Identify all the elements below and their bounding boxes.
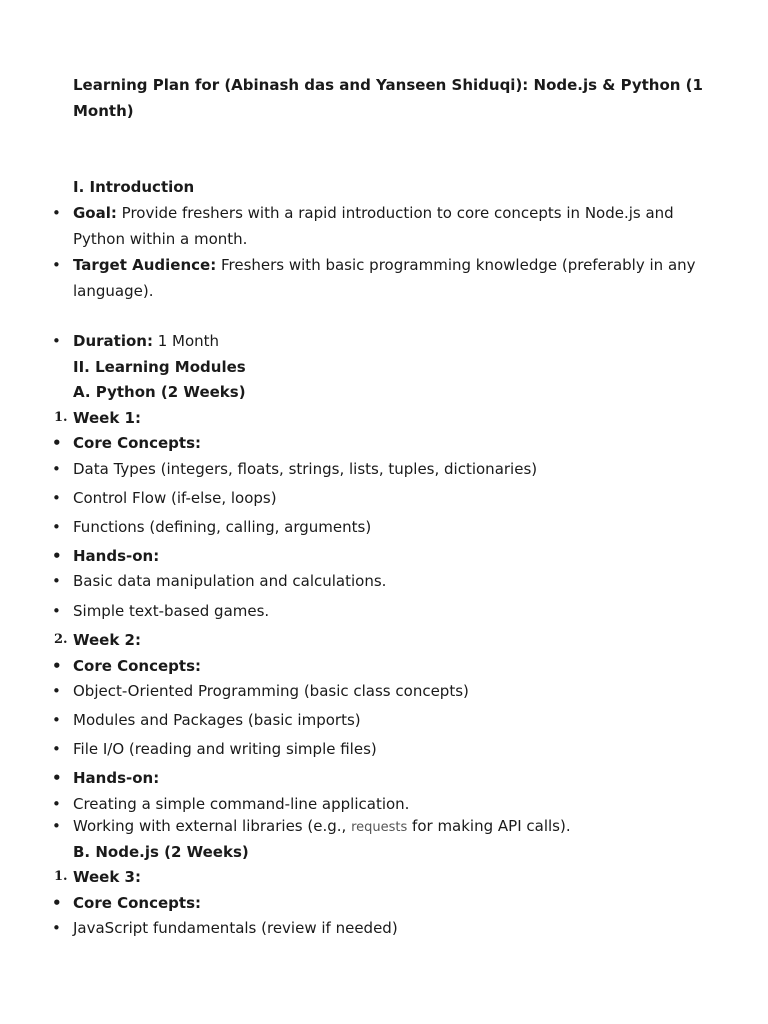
modules-heading: II. Learning Modules [73,358,246,376]
goal-label: Goal: [73,204,117,222]
node-heading: B. Node.js (2 Weeks) [73,843,249,861]
bullet-marker: • [52,602,61,620]
bullet-marker: • [52,489,61,507]
list-item: • Control Flow (if-else, loops) [73,485,703,511]
duration-item [52,328,703,354]
list-item: • Functions (defining, calling, arguments) [73,514,703,540]
week3-label: Week 3: [73,868,141,886]
audience-label: Target Audience: [73,256,217,274]
inline-code: requests [351,820,408,835]
bullet-marker: • [52,919,61,937]
list-item: • Modules and Packages (basic imports) [73,707,703,733]
python-heading: A. Python (2 Weeks) [73,383,246,401]
bullet-marker: • [52,256,61,274]
list-item: • JavaScript fundamentals (review if needed) [73,915,703,941]
goal-text: Provide freshers with a rapid introduction to core concepts in Node.js and Python within a month. [73,204,674,248]
list-item: • File I/O (reading and writing simple files) [73,736,703,762]
audience-text: Freshers with basic programming knowledge (preferably in any language). [73,256,696,300]
bullet-marker: • [52,769,62,787]
goal-item [52,200,703,252]
bullet-marker: • [52,547,62,565]
week2-label: Week 2: [73,631,141,649]
bullet-marker: • [52,795,61,813]
bullet-marker: • [52,518,61,536]
list-item: • Basic data manipulation and calculations. [73,568,703,594]
bullet-marker: • [52,894,62,912]
list-number: 2. [54,632,68,647]
list-number: 1. [54,869,68,884]
list-item: • Simple text-based games. [73,598,703,624]
bullet-marker: • [52,332,61,350]
duration-text: 1 Month [152,332,220,350]
bullet-marker: • [52,460,61,478]
bullet-marker: • [52,572,61,590]
week3-item [54,864,703,890]
list-number: 1. [54,410,68,425]
week1-core-label: • Core Concepts: [73,430,703,456]
week1-item [54,405,703,431]
list-item: • Creating a simple command-line application. [73,791,703,817]
week3-core-label: • Core Concepts: [73,890,703,916]
duration-label: Duration: [73,332,153,350]
week1-label: Week 1: [73,409,141,427]
list-item: • Data Types (integers, floats, strings, lists, tuples, dictionaries) [73,456,703,482]
bullet-marker: • [52,682,61,700]
bullet-marker: • [52,740,61,758]
bullet-marker: • [52,817,61,835]
audience-item [52,252,703,304]
intro-heading: I. Introduction [73,178,195,196]
week1-hands-label: • Hands-on: [73,543,703,569]
list-item: • Working with external libraries (e.g., requests for making API calls). [73,813,703,841]
week2-item [54,627,703,653]
bullet-marker: • [52,434,62,452]
bullet-marker: • [52,204,61,222]
page-title: Learning Plan for (Abinash das and Yanseen Shiduqi): Node.js & Python (1 Month) [73,76,703,120]
week2-core-label: • Core Concepts: [73,653,703,679]
week2-hands-label: • Hands-on: [73,765,703,791]
bullet-marker: • [52,711,61,729]
list-item: • Object-Oriented Programming (basic class concepts) [73,678,703,704]
bullet-marker: • [52,657,62,675]
